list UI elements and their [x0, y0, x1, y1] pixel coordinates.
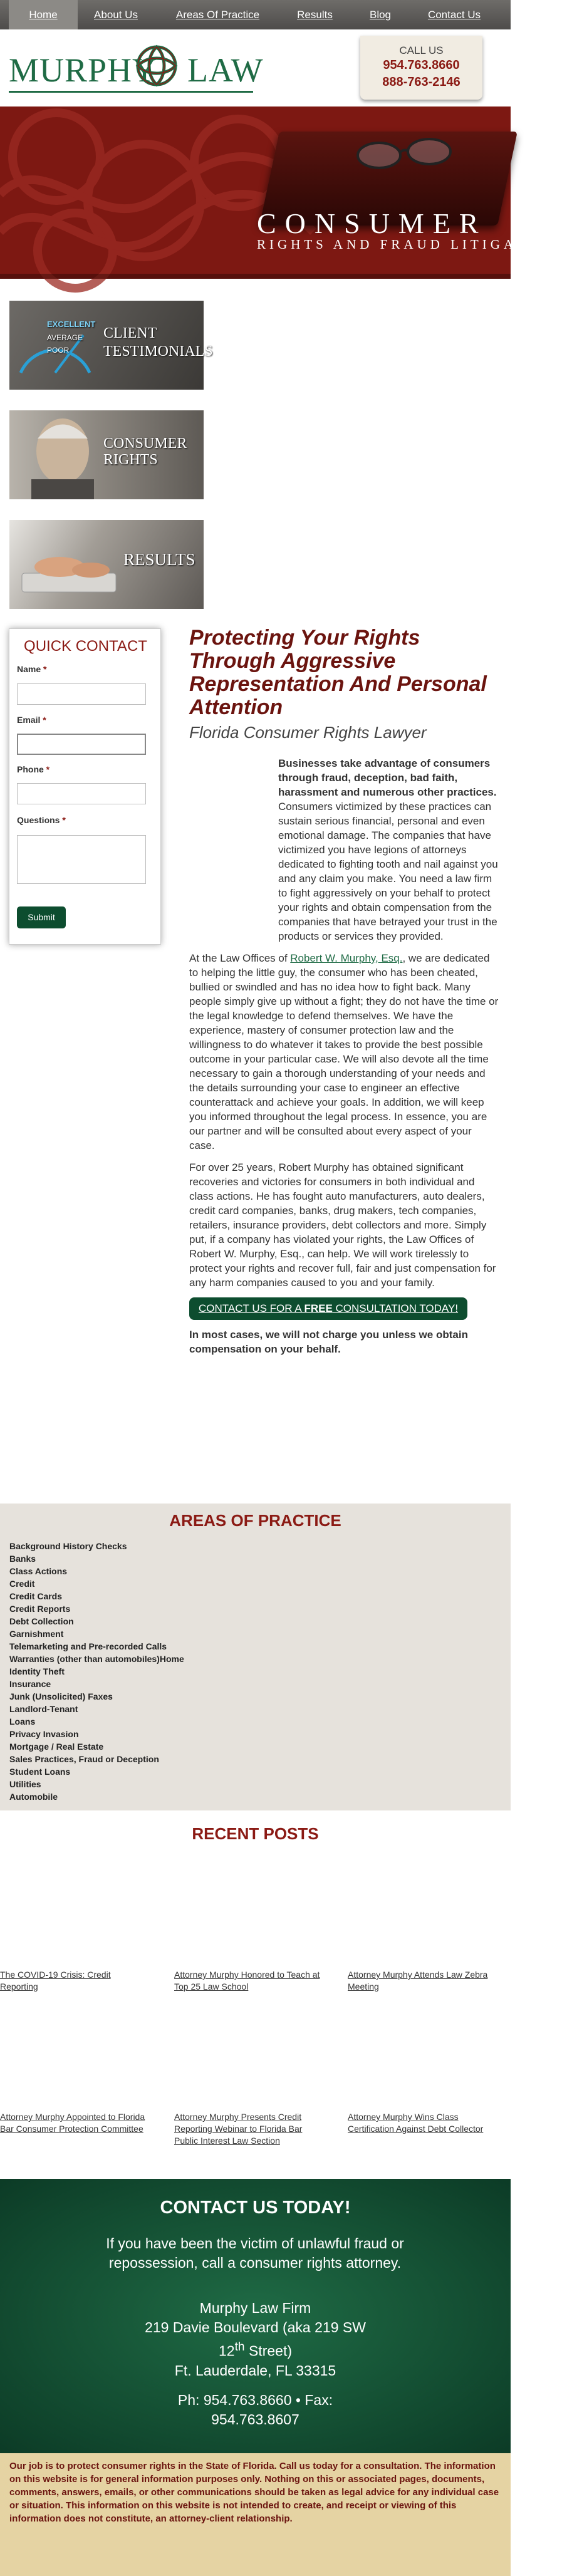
required-mark: *	[46, 764, 50, 774]
practice-area-item: Privacy Invasion	[9, 1729, 79, 1739]
post-link[interactable]: Attorney Murphy Presents Credit Reporting Webinar to Florida Bar Public Interest Law Section	[174, 2112, 303, 2146]
intro-bold: Businesses take advantage of consumers through fraud, deception, bad faith, harassment and numerous other practices.	[278, 757, 497, 798]
tile-title: RESULTS	[123, 550, 195, 569]
tile-client-testimonials[interactable]	[9, 301, 213, 390]
phone-field[interactable]	[17, 783, 146, 804]
about-paragraph	[189, 951, 499, 1153]
street-line-1: 219 Davie Boulevard (aka 219 SW	[145, 2319, 366, 2335]
hero-banner	[0, 106, 562, 279]
typing-hands-icon	[16, 539, 122, 601]
practice-area-item: Landlord-Tenant	[9, 1704, 78, 1714]
logo-word-law: LAW	[187, 51, 264, 89]
practice-area-item: Loans	[9, 1716, 36, 1727]
intro-text: Consumers victimized by these practices can sustain serious financial, personal and even emotional damage. The companies that have victimized you have legions of attorneys dedicated to fighting tooth and nail against you and any claim you make. You need a law firm to fight aggressively on your behalf to protect your rights and obtain compensation from the companies that have betrayed your trust in the products or services they provided.	[278, 801, 498, 942]
required-mark: *	[43, 715, 46, 725]
banner-shadow	[0, 274, 511, 279]
post-link[interactable]: The COVID-19 Crisis: Credit Reporting	[0, 1970, 111, 1992]
disclaimer-text: Our job is to protect consumer rights in the State of Florida. Call us today for a consultation. The information on this website is for general information purposes only. Nothing on this or associated pages, documents, comments, answers, emails, or other communications should be taken as legal advice for any individual case or situation. This information on this website is not intended to create, and receipt or viewing of this information does not constitute, an attorney-client relationship.	[9, 2461, 499, 2524]
quick-contact-title: QUICK CONTACT	[24, 638, 147, 655]
about-text-end: , we are dedicated to helping the little guy, the consumer who has been cheated, bullied or swindled and has no idea how to fight back. Many people simply give up without a fight; they do not have the time or the legal knowledge to defend themselves. We have the experience, mastery of consumer protection law and the willingness to do whatever it takes to provide the best possible outcome in your particular case. We will also devote all the time necessary to gain a thorough understanding of your needs and the details surrounding your case to engineer an effective counterattack and achieve your goals. In addition, we will keep you informed throughout the legal process. In essence, you are our partner and will be consulted about every aspect of your case.	[189, 952, 499, 1151]
logo-underline	[9, 91, 253, 93]
no-fee-statement: In most cases, we will not charge you unless we obtain compensation on your behalf.	[189, 1329, 468, 1355]
glasses-icon	[351, 132, 464, 175]
main-content	[189, 626, 499, 1356]
practice-area-item: Telemarketing and Pre-recorded Calls	[9, 1641, 167, 1651]
practice-area-item: Credit Cards	[9, 1591, 63, 1601]
practice-area-item: Identity Theft	[9, 1666, 65, 1676]
areas-title: AREAS OF PRACTICE	[169, 1511, 341, 1530]
street-line-2	[0, 2337, 511, 2361]
disclaimer-section	[0, 2453, 511, 2576]
required-mark: *	[62, 815, 66, 825]
practice-area-item: Warranties (other than automobiles)Home	[9, 1654, 184, 1664]
phone-primary[interactable]: 954.763.8660	[383, 58, 460, 72]
practice-area-item: Automobile	[9, 1792, 58, 1802]
practice-area-item: Credit	[9, 1579, 35, 1589]
nav-about-us[interactable]: About Us	[94, 9, 138, 21]
page-subtitle: Florida Consumer Rights Lawyer	[189, 723, 427, 742]
call-us-box	[360, 36, 482, 100]
submit-button[interactable]: Submit	[17, 906, 66, 928]
rating-poor-label: POOR	[47, 346, 70, 355]
call-us-label: CALL US	[399, 44, 444, 56]
free-consultation-button[interactable]	[189, 1297, 467, 1320]
top-nav	[0, 0, 511, 29]
nav-home[interactable]: Home	[9, 0, 78, 29]
city-line: Ft. Lauderdale, FL 33315	[174, 2362, 336, 2379]
tile-title: CLIENT TESTIMONIALS	[103, 325, 213, 360]
tile-results[interactable]	[9, 520, 204, 609]
nav-results[interactable]: Results	[297, 9, 333, 21]
practice-area-item: Utilities	[9, 1779, 41, 1789]
post-link[interactable]: Attorney Murphy Appointed to Florida Bar Consumer Protection Committee	[0, 2112, 145, 2134]
site-logo[interactable]	[9, 43, 264, 95]
street-suffix: Street)	[244, 2342, 292, 2359]
name-label	[17, 664, 46, 674]
about-text-start: At the Law Offices of	[189, 952, 291, 964]
practice-area-item: Debt Collection	[9, 1616, 74, 1626]
phone-label-text: Phone	[17, 764, 44, 774]
practice-area-item: Credit Reports	[9, 1604, 71, 1614]
phone-label	[17, 764, 49, 774]
questions-label-text: Questions	[17, 815, 60, 825]
experience-paragraph: For over 25 years, Robert Murphy has obtained significant recoveries and victories for consumers in both individual and class actions. He has fought auto manufacturers, auto dealers, credit card companies, banks, drug makers, tech companies, retailers, insurance providers, debt collectors and more. Simply put, if a company has violated your rights, the Law Offices of Robert W. Murphy, Esq., can help. We will work tirelessly to protect your rights and recover full, fair and just compensation for any harm companies caused to you and your family.	[189, 1161, 496, 1289]
intro-paragraph	[189, 756, 499, 943]
practice-area-item: Banks	[9, 1554, 36, 1564]
name-label-text: Name	[17, 664, 41, 674]
questions-label	[17, 815, 66, 825]
phone-toll-free[interactable]: 888-763-2146	[382, 75, 461, 89]
street-ordinal: th	[234, 2340, 245, 2354]
areas-of-practice	[0, 1504, 511, 1810]
banner-title: CONSUMER	[257, 207, 487, 239]
post-link[interactable]: Attorney Murphy Honored to Teach at Top 25 Law School	[174, 1970, 320, 1992]
email-field[interactable]	[17, 734, 146, 755]
page-title: Protecting Your Rights Through Aggressive Representation And Personal Attention	[189, 626, 487, 719]
questions-textarea[interactable]	[17, 835, 146, 884]
cta-text-start: CONTACT US FOR A	[199, 1302, 304, 1314]
practice-area-item: Mortgage / Real Estate	[9, 1742, 104, 1752]
tile-consumer-rights[interactable]	[9, 410, 204, 499]
cta-text-end: CONSULTATION TODAY!	[332, 1302, 459, 1314]
email-label-text: Email	[17, 715, 41, 725]
firm-address	[0, 2298, 511, 2381]
required-mark: *	[43, 664, 47, 674]
tile-title: CONSUMER RIGHTS	[103, 435, 187, 468]
practice-area-item: Sales Practices, Fraud or Deception	[9, 1754, 159, 1764]
rating-excellent-label: EXCELLENT	[47, 319, 96, 329]
cta-free: FREE	[304, 1302, 333, 1314]
nav-blog[interactable]: Blog	[369, 9, 392, 21]
nav-contact-us[interactable]: Contact Us	[427, 9, 481, 21]
areas-list	[9, 1540, 184, 1803]
street-number: 12	[219, 2342, 235, 2359]
quick-contact-form	[9, 628, 161, 945]
practice-area-item: Background History Checks	[9, 1541, 127, 1551]
site-header	[0, 29, 511, 106]
contact-section	[0, 2179, 511, 2453]
senior-man-photo-icon	[19, 413, 107, 499]
nav-areas-of-practice[interactable]: Areas Of Practice	[175, 9, 260, 21]
practice-area-item: Garnishment	[9, 1629, 64, 1639]
banner-subtitle: RIGHTS AND FRAUD LITIGATION	[257, 237, 562, 252]
contact-phones[interactable]: Ph: 954.763.8660 • Fax: 954.763.8607	[177, 2392, 333, 2428]
contact-title: CONTACT US TODAY!	[160, 2198, 351, 2218]
logo-word-murphy: MURPHY	[9, 51, 158, 89]
post-link[interactable]: Attorney Murphy Wins Class Certification Against Debt Collector	[348, 2112, 484, 2134]
name-field[interactable]	[17, 683, 146, 705]
firm-name: Murphy Law Firm	[199, 2300, 311, 2316]
practice-area-item: Class Actions	[9, 1566, 68, 1576]
post-link[interactable]: Attorney Murphy Attends Law Zebra Meeting	[348, 1970, 488, 1992]
practice-area-item: Student Loans	[9, 1767, 71, 1777]
celtic-knot-icon	[134, 43, 179, 88]
rating-average-label: AVERAGE	[47, 333, 83, 342]
recent-posts-title: RECENT POSTS	[192, 1824, 319, 1843]
practice-area-item: Junk (Unsolicited) Faxes	[9, 1691, 113, 1701]
attorney-profile-link[interactable]: Robert W. Murphy, Esq.	[290, 952, 403, 964]
email-label	[17, 715, 46, 725]
practice-area-item: Insurance	[9, 1679, 51, 1689]
contact-message: If you have been the victim of unlawful fraud or repossession, call a consumer rights attorney.	[106, 2235, 404, 2271]
